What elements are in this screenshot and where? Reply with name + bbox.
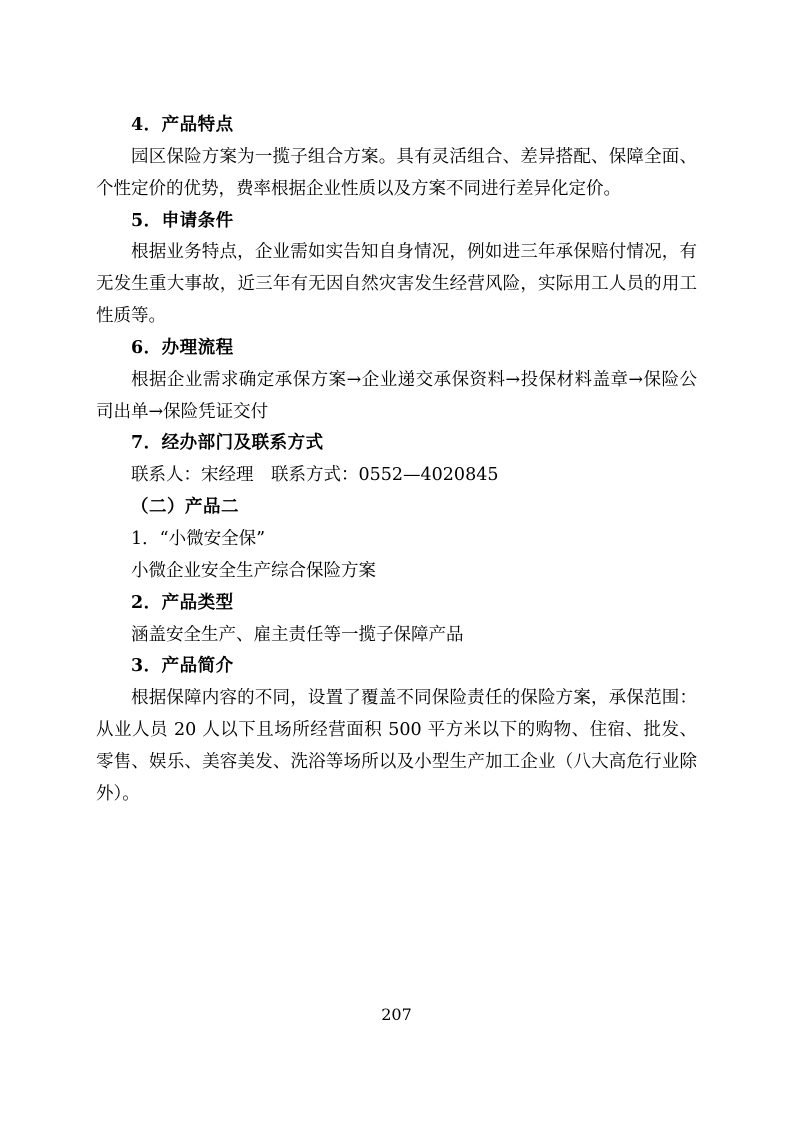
paragraph: 1．“小微安全保” [131,528,266,549]
paragraph: 根据企业需求确定承保方案→企业递交承保资料→投保材料盖章→保险公司出单→保险凭证交付 [96,369,697,422]
section-heading: 5．申请条件 [131,210,234,231]
page-number: 207 [381,1005,412,1024]
section-heading: （二）产品二 [131,497,239,518]
paragraph: 涵盖安全生产、雇主责任等一揽子保障产品 [131,624,464,645]
paragraph: 园区保险方案为一揽子组合方案。具有灵活组合、差异搭配、保障全面、个性定价的优势，费率根据企业性质以及方案不同进行差异化定价。 [96,146,697,199]
paragraph: 联系人：宋经理 联系方式：0552—4020845 [131,465,499,486]
section-heading: 4．产品特点 [131,115,234,135]
section-heading: 3．产品简介 [131,656,234,677]
section-heading: 7．经办部门及联系方式 [131,433,324,454]
paragraph: 根据业务特点，企业需如实告知自身情况，例如进三年承保赔付情况，有无发生重大事故，近三年有无因自然灾害发生经营风险，实际用工人员的用工性质等。 [96,242,697,327]
document-body [96,110,697,811]
section-heading: 6．办理流程 [131,337,234,358]
paragraph: 根据保障内容的不同，设置了覆盖不同保险责任的保险方案，承保范围：从业人员 20 人以下且场所经营面积 500 平方米以下的购物、住宿、批发、零售、娱乐、美容美发、洗浴等场所以及小型生产加工企业（八大高危行业除外）。 [96,688,697,804]
section-heading: 2．产品类型 [131,592,234,613]
paragraph: 小微企业安全生产综合保险方案 [131,560,376,581]
